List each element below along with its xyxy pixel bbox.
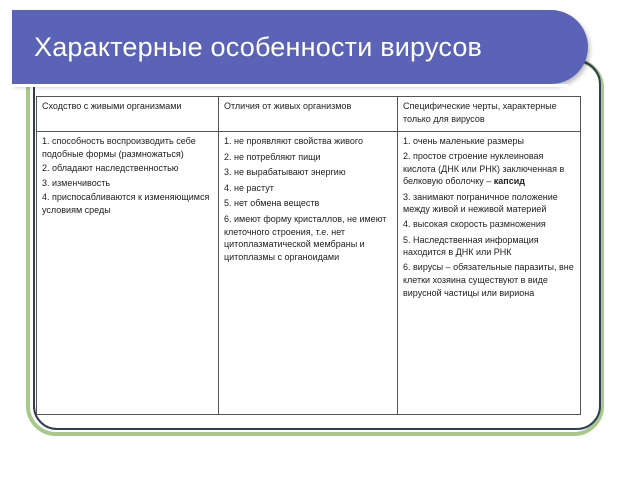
list-item: 6. имеют форму кристаллов, не имеют клеточного строения, т.е. нет цитоплазматической мембраны и цитоплазмы с органоидами xyxy=(224,213,387,262)
list-item: 2. обладают наследственностью xyxy=(42,163,179,174)
list-item: 2. не потребляют пищи xyxy=(224,151,321,162)
list-item: 1. очень маленькие размеры xyxy=(403,136,524,146)
slide-title: Характерные особенности вирусов xyxy=(34,32,483,62)
list-item: 3. не вырабатывают энергию xyxy=(224,167,346,178)
list-item-text: 2. простое строение нуклеиновая кислота (ДНК или РНК) заключенная в белковую оболочку – xyxy=(403,151,565,187)
list-item: 4. не растут xyxy=(224,182,274,193)
table-row xyxy=(37,132,581,415)
list-item: 6. вирусы – обязательные паразиты, вне клетки хозяина существуют в виде вирусной частицы или вириона xyxy=(403,262,574,298)
capsid-term: капсид xyxy=(493,176,525,187)
list-item: 4. приспосабливаются к изменяющимся условиям среды xyxy=(42,192,210,215)
cell-similarities xyxy=(37,132,219,415)
title-bar xyxy=(12,10,588,84)
list-item: 5. нет обмена веществ xyxy=(224,198,320,209)
header-similarities: Сходство с живыми организмами xyxy=(37,97,219,132)
list-item: 3. занимают пограничное положение между живой и неживой материей xyxy=(403,191,558,215)
list-item: 1. не проявляют свойства живого xyxy=(224,136,363,146)
table-header-row xyxy=(37,97,581,132)
cell-differences xyxy=(219,132,398,415)
list-item: 3. изменчивость xyxy=(42,177,111,188)
header-differences: Отличия от живых организмов xyxy=(219,97,398,132)
list-item: 4. высокая скорость размножения xyxy=(403,219,546,230)
list-item xyxy=(403,150,575,188)
list-item: 1. способность воспроизводить себе подобные формы (размножаться) xyxy=(42,136,196,159)
list-item: 5. Наследственная информация находится в ДНК или РНК xyxy=(403,234,539,258)
cell-specific-features xyxy=(398,132,581,415)
comparison-table xyxy=(36,96,581,415)
header-specific-features: Специфические черты, характерные только для вирусов xyxy=(398,97,581,132)
